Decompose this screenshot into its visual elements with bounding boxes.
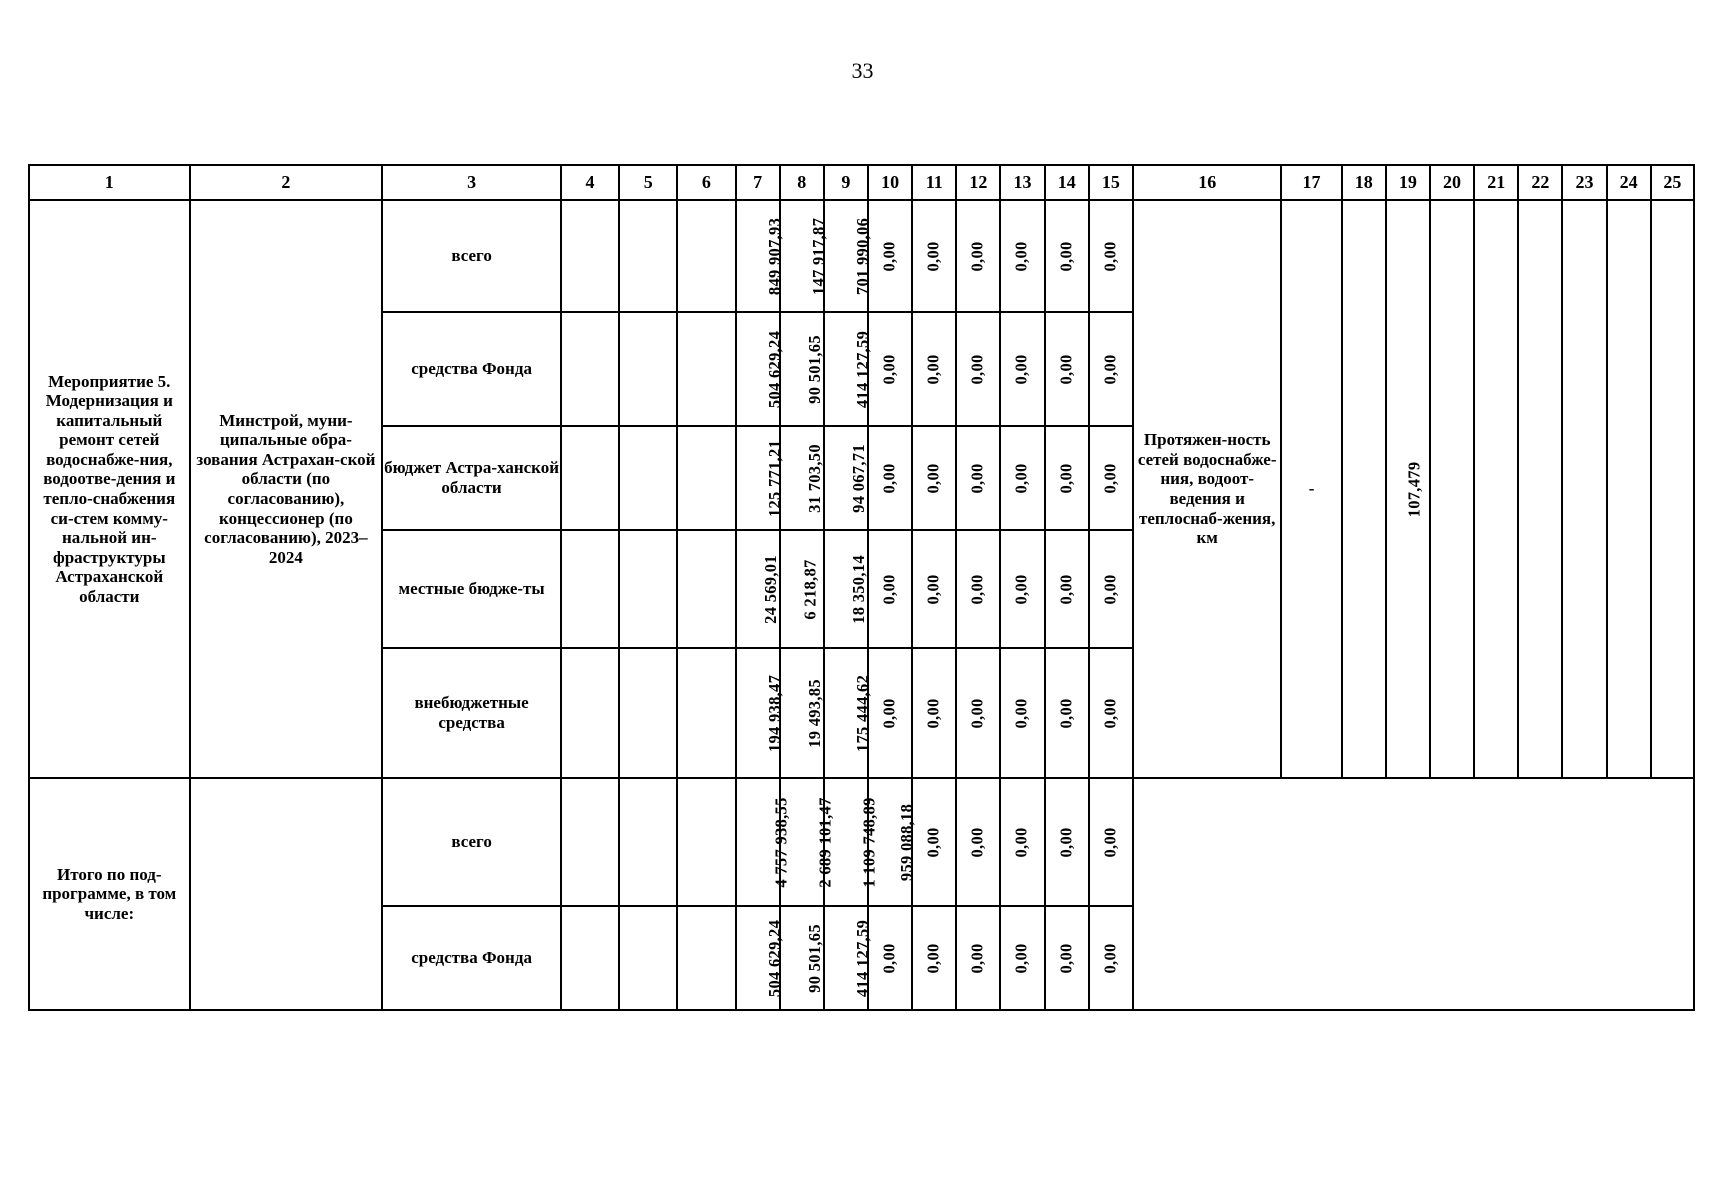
header-row (29, 165, 1694, 200)
value-cell (1000, 648, 1044, 778)
page-number: 33 (851, 58, 874, 83)
value-cell (912, 648, 956, 778)
value-text: 0,00 (879, 241, 899, 272)
col-header: 24 (1607, 165, 1651, 200)
value-cell (780, 426, 824, 530)
value-cell (780, 648, 824, 778)
value-cell (1000, 906, 1044, 1010)
empty-cell (1651, 200, 1694, 778)
value-cell (1045, 312, 1089, 426)
col-header: 19 (1386, 165, 1430, 200)
value-text: 2 689 101,47 (815, 797, 835, 888)
value-cell (1000, 530, 1044, 648)
value-cell (1045, 200, 1089, 312)
value-text: 0,00 (967, 698, 987, 729)
value-text: 90 501,65 (804, 924, 824, 993)
value-cell (868, 530, 912, 648)
value-text: 959 088,18 (897, 803, 917, 882)
value-text: 0,00 (1100, 463, 1120, 494)
empty-cell (1607, 200, 1651, 778)
value-cell (1089, 906, 1133, 1010)
value-cell (736, 778, 791, 906)
value-cell (1000, 312, 1044, 426)
value-cell (1089, 648, 1133, 778)
total-row (29, 778, 1694, 906)
source-cell: бюджет Астра-ханской области (382, 426, 561, 530)
value-cell (868, 426, 912, 530)
source-cell: местные бюдже-ты (382, 530, 561, 648)
value-cell (780, 200, 828, 312)
col-header: 10 (868, 165, 912, 200)
value-cell (780, 906, 824, 1010)
value-text: 24 569,01 (760, 555, 780, 624)
value-text: 0,00 (1100, 354, 1120, 385)
col-header: 1 (29, 165, 190, 200)
value-cell (868, 906, 912, 1010)
value-cell (956, 530, 1000, 648)
empty-cell (619, 530, 677, 648)
value-cell (912, 778, 956, 906)
col-header: 22 (1518, 165, 1562, 200)
value-text: 0,00 (1100, 241, 1120, 272)
value-text: 147 917,87 (808, 217, 828, 296)
value-text: 0,00 (967, 354, 987, 385)
empty-cell (561, 648, 619, 778)
value-cell (1045, 426, 1089, 530)
value-text: 0,00 (879, 574, 899, 605)
value-text: 0,00 (879, 354, 899, 385)
value-cell (736, 200, 784, 312)
value-text: 175 444,62 (852, 674, 872, 753)
value-cell (824, 648, 872, 778)
value-text: 0,00 (1012, 827, 1032, 858)
value-cell (868, 200, 912, 312)
col-header: 3 (382, 165, 561, 200)
empty-cell (561, 426, 619, 530)
col-header: 18 (1342, 165, 1386, 200)
value-text: 0,00 (1012, 354, 1032, 385)
empty-cell (561, 906, 619, 1010)
value-text: 6 218,87 (800, 559, 820, 620)
value-text: 504 629,24 (764, 919, 784, 998)
source-cell: средства Фонда (382, 906, 561, 1010)
empty-cell (677, 778, 735, 906)
value-cell (824, 906, 872, 1010)
empty-cell (677, 200, 735, 312)
value-text: 0,00 (923, 698, 943, 729)
source-cell: всего (382, 778, 561, 906)
budget-table (28, 164, 1695, 1011)
value-text: 0,00 (967, 574, 987, 605)
value-text: 0,00 (967, 463, 987, 494)
value-cell (1045, 906, 1089, 1010)
col19-cell (1386, 200, 1430, 778)
value-text: 1 109 748,89 (859, 797, 879, 888)
value-text: 0,00 (1056, 463, 1076, 494)
col-header: 17 (1281, 165, 1341, 200)
value-text: 0,00 (1056, 698, 1076, 729)
value-cell (1089, 426, 1133, 530)
empty-cell (677, 906, 735, 1010)
col-header: 23 (1562, 165, 1606, 200)
col-header: 20 (1430, 165, 1474, 200)
value-cell (956, 906, 1000, 1010)
empty-cell (561, 778, 619, 906)
empty-cell (1430, 200, 1474, 778)
value-text: 0,00 (1012, 698, 1032, 729)
col-header: 8 (780, 165, 824, 200)
value-text: 194 938,47 (764, 674, 784, 753)
value-text: 107,479 (1404, 461, 1424, 518)
value-text: 849 907,93 (764, 217, 784, 296)
value-cell (868, 778, 917, 906)
value-cell (956, 778, 1000, 906)
value-text: 414 127,59 (852, 330, 872, 409)
value-cell (1000, 426, 1044, 530)
value-cell (780, 530, 824, 648)
value-text: 0,00 (1056, 943, 1076, 974)
empty-cell (1342, 200, 1386, 778)
empty-cell (619, 778, 677, 906)
col-header: 5 (619, 165, 677, 200)
col-header: 13 (1000, 165, 1044, 200)
col-header: 11 (912, 165, 956, 200)
value-text: 31 703,50 (804, 444, 824, 513)
value-cell (1045, 648, 1089, 778)
value-cell (956, 648, 1000, 778)
value-cell (912, 906, 956, 1010)
value-cell (736, 648, 784, 778)
event-executors-cell: Минстрой, муни-ципальные обра-зования Астрахан-ской области (по согласованию), концессионер (по согласованию), 2023–2024 (190, 200, 383, 778)
value-cell (1045, 530, 1089, 648)
col-header: 25 (1651, 165, 1694, 200)
value-text: 0,00 (879, 943, 899, 974)
col-header: 4 (561, 165, 619, 200)
value-cell (736, 312, 784, 426)
value-cell (736, 426, 784, 530)
value-text: 0,00 (1012, 463, 1032, 494)
value-text: 0,00 (1100, 698, 1120, 729)
value-text: 0,00 (1012, 574, 1032, 605)
value-cell (824, 200, 872, 312)
value-text: 4 757 938,55 (771, 797, 791, 888)
value-cell (1089, 530, 1133, 648)
empty-cell (619, 426, 677, 530)
value-cell (824, 778, 879, 906)
value-text: 0,00 (1012, 241, 1032, 272)
value-cell (912, 200, 956, 312)
col17-cell: - (1281, 200, 1341, 778)
col-header: 9 (824, 165, 868, 200)
empty-cell (561, 530, 619, 648)
empty-cell (561, 200, 619, 312)
value-cell (1089, 200, 1133, 312)
indicator-cell: Протяжен-ность сетей водоснабже-ния, водоот-ведения и теплоснаб-жения, км (1133, 200, 1282, 778)
source-cell: средства Фонда (382, 312, 561, 426)
col-header: 21 (1474, 165, 1518, 200)
value-cell (1089, 778, 1133, 906)
value-cell (956, 312, 1000, 426)
col-header: 2 (190, 165, 383, 200)
empty-cell (190, 778, 383, 1010)
value-text: 0,00 (1012, 943, 1032, 974)
value-cell (1089, 312, 1133, 426)
col-header: 14 (1045, 165, 1089, 200)
value-cell (780, 312, 824, 426)
empty-cell (1474, 200, 1518, 778)
value-cell (868, 648, 912, 778)
value-cell (912, 530, 956, 648)
source-cell: внебюджетные средства (382, 648, 561, 778)
value-cell (824, 530, 868, 648)
empty-cell (561, 312, 619, 426)
value-cell (736, 906, 784, 1010)
value-text: 0,00 (1056, 354, 1076, 385)
value-cell (824, 312, 872, 426)
value-text: 0,00 (1056, 574, 1076, 605)
value-text: 0,00 (879, 698, 899, 729)
value-text: 0,00 (967, 827, 987, 858)
value-text: 0,00 (1100, 574, 1120, 605)
empty-cell (1562, 200, 1606, 778)
value-text: 19 493,85 (804, 679, 824, 748)
value-cell (956, 426, 1000, 530)
event-row (29, 200, 1694, 312)
col-header: 16 (1133, 165, 1282, 200)
value-text: 0,00 (1056, 827, 1076, 858)
value-cell (912, 312, 956, 426)
empty-cell (619, 312, 677, 426)
value-text: 0,00 (879, 463, 899, 494)
value-cell (736, 530, 780, 648)
col-header: 12 (956, 165, 1000, 200)
col-header: 7 (736, 165, 780, 200)
value-cell (824, 426, 868, 530)
value-text: 0,00 (923, 943, 943, 974)
value-text: 504 629,24 (764, 330, 784, 409)
value-text: 0,00 (923, 354, 943, 385)
value-text: 0,00 (1100, 827, 1120, 858)
empty-cell (619, 906, 677, 1010)
value-text: 0,00 (967, 943, 987, 974)
value-text: 0,00 (923, 574, 943, 605)
empty-cell (677, 530, 735, 648)
value-text: 0,00 (923, 463, 943, 494)
value-text: 0,00 (1100, 943, 1120, 974)
value-text: 0,00 (967, 241, 987, 272)
value-text: 414 127,59 (852, 919, 872, 998)
col-header: 15 (1089, 165, 1133, 200)
empty-cell (677, 426, 735, 530)
value-cell (956, 200, 1000, 312)
empty-cell (619, 200, 677, 312)
value-cell (1000, 200, 1044, 312)
value-text: 0,00 (923, 827, 943, 858)
value-text: 94 067,71 (848, 444, 868, 513)
empty-cell (677, 312, 735, 426)
empty-cell (677, 648, 735, 778)
empty-cell (619, 648, 677, 778)
value-text: 18 350,14 (848, 555, 868, 624)
value-text: 0,00 (923, 241, 943, 272)
value-cell (868, 312, 912, 426)
event-name-cell: Мероприятие 5. Модернизация и капитальный ремонт сетей водоснабже-ния, водоотве-дения и тепло-снабжения си-стем комму-нальной ин-фраструктуры Астраханской области (29, 200, 190, 778)
col-header: 6 (677, 165, 735, 200)
value-text: 90 501,65 (804, 335, 824, 404)
source-cell: всего (382, 200, 561, 312)
value-cell (1045, 778, 1089, 906)
value-cell (912, 426, 956, 530)
value-cell (1000, 778, 1044, 906)
value-text: 125 771,21 (764, 439, 784, 518)
value-text: 701 990,06 (852, 217, 872, 296)
total-name-cell: Итого по под-программе, в том числе: (29, 778, 190, 1010)
empty-cell (1518, 200, 1562, 778)
value-text: 0,00 (1056, 241, 1076, 272)
merged-empty-cell (1133, 778, 1694, 1010)
value-cell (780, 778, 835, 906)
